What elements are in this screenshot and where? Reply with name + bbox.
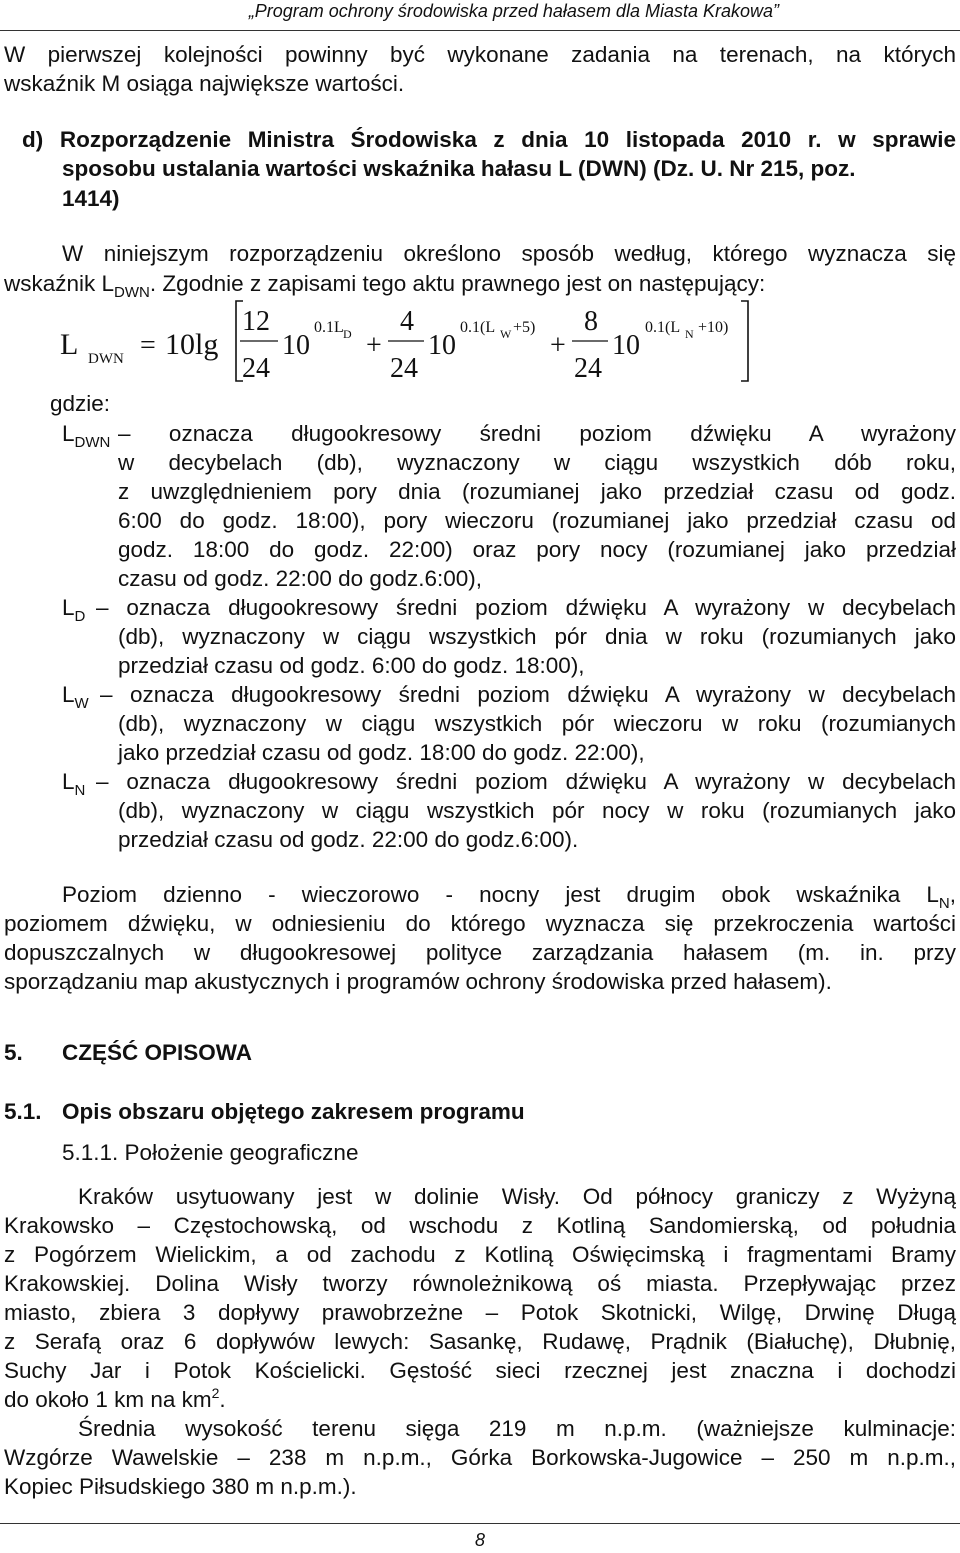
page-header	[0, 0, 960, 30]
definition-ld-line-2: (db), wyznaczony w ciągu wszystkich pór dnia w roku (rozumianych jako	[118, 624, 956, 649]
formula-lhs-sub: DWN	[88, 351, 124, 367]
formula-denominator-2: 24	[390, 353, 418, 384]
formula-right-bracket	[741, 301, 748, 381]
ldwn-formula	[60, 297, 800, 385]
intro-line-1: W pierwszej kolejności powinny być wykonane zadania na terenach, na których	[4, 42, 956, 67]
definitions-where-label: gdzie:	[50, 391, 111, 416]
location-paragraph-line-3: z Pogórzem Wielickim, a od zachodu z Kotliną Oświęcimską i fragmentami Bramy	[4, 1242, 956, 1267]
location-paragraph-line-7: Suchy Jar i Potok Kościelicki. Gęstość sieci rzecznej jest znaczna i dochodzi	[4, 1358, 956, 1383]
definition-ln-line-1: – oznacza długookresowy średni poziom dźwięku A wyrażony w decybelach	[96, 769, 956, 794]
definition-ldwn-line-4: 6:00 do godz. 18:00), pory wieczoru (rozumianej jako przedział czasu od	[118, 508, 956, 533]
formula-numerator-3: 8	[584, 306, 598, 337]
formula-exponent-1-sub: D	[343, 327, 352, 341]
section-5-1-number: 5.1.	[4, 1099, 42, 1124]
formula-log: 10lg	[165, 328, 219, 361]
formula-numerator-2: 4	[400, 306, 414, 337]
definition-ldwn-line-3: z uwzględnieniem pory dnia (rozumianej jako przedział czasu od godz.	[118, 479, 956, 504]
section-5-1-1-title: 5.1.1. Położenie geograficzne	[62, 1140, 359, 1165]
definition-ldwn-symbol: $L_{DWN}$	[62, 421, 111, 451]
location-paragraph-line-6: z Serafą oraz 6 dopływów lewych: Sasankę, Rudawę, Prądnik (Białuchę), Dłubnię,	[4, 1329, 956, 1354]
height-paragraph-line-3: Kopiec Piłsudskiego 380 m n.p.m.).	[4, 1474, 357, 1499]
height-paragraph-line-2: Wzgórze Wawelskie – 238 m n.p.m., Górka Borkowska-Jugowice – 250 m n.p.m.,	[4, 1445, 956, 1470]
formula-denominator-1: 24	[242, 353, 270, 384]
ldwn-paragraph-line-3: dopuszczalnych w długookresowej polityce zarządzania hałasem (m. in. przy	[4, 940, 956, 965]
section-d-heading-line-1: d) Rozporządzenie Ministra Środowiska z dnia 10 listopada 2010 r. w sprawie	[22, 127, 956, 152]
intro-line-2: wskaźnik M osiąga największe wartości.	[4, 71, 405, 96]
formula-exponent-3: 0.1(L	[645, 319, 681, 336]
section-5-number: 5.	[4, 1040, 23, 1065]
section-5-1-title: Opis obszaru objętego zakresem programu	[62, 1099, 525, 1124]
definition-lw-symbol: $L_W$	[62, 682, 89, 712]
definition-ln-line-2: (db), wyznaczony w ciągu wszystkich pór nocy w roku (rozumianych jako	[118, 798, 956, 823]
location-paragraph-line-5: miasto, zbiera 3 dopływy prawobrzeżne – Potok Skotnicki, Wilgę, Drwinę Długą	[4, 1300, 956, 1325]
height-paragraph-line-1: Średnia wysokość terenu sięga 219 m n.p.m. (ważniejsze kulminacje:	[78, 1416, 956, 1441]
formula-exponent-2: 0.1(L	[460, 319, 496, 336]
formula-plus-2: +	[550, 330, 566, 361]
section-d-paragraph-line-1: W niniejszym rozporządzeniu określono sposób według, którego wyznacza się	[62, 241, 956, 266]
definition-ldwn-line-6: czasu od godz. 22:00 do godz.6:00),	[118, 566, 483, 591]
definition-ln-line-3: przedział czasu od godz. 22:00 do godz.6:00).	[118, 827, 579, 852]
section-5-title: CZĘŚĆ OPISOWA	[62, 1040, 253, 1065]
formula-base-2: 10	[428, 330, 456, 361]
formula-exponent-1: 0.1L	[314, 319, 344, 336]
header-divider	[0, 30, 960, 31]
ldwn-paragraph-line-1: Poziom dzienno - wieczorowo - nocny jest drugim obok wskaźnika $L_N$,	[62, 882, 956, 912]
formula-base-3: 10	[612, 330, 640, 361]
formula-base-1: 10	[282, 330, 310, 361]
definition-lw-line-1: – oznacza długookresowy średni poziom dźwięku A wyrażony w decybelach	[100, 682, 956, 707]
formula-equals: =	[140, 330, 156, 361]
location-paragraph-line-1: Kraków usytuowany jest w dolinie Wisły. Od północy graniczy z Wyżyną	[78, 1184, 956, 1209]
formula-exponent-3-sub: N	[685, 327, 694, 341]
definition-ldwn-line-1: – oznacza długookresowy średni poziom dźwięku A wyrażony	[118, 421, 956, 446]
definition-ldwn-line-5: godz. 18:00 do godz. 22:00) oraz pory nocy (rozumianej jako przedział	[118, 537, 956, 562]
page-number: 8	[474, 1530, 485, 1550]
formula-denominator-3: 24	[574, 353, 602, 384]
definition-ldwn-line-2: w decybelach (db), wyznaczony w ciągu wszystkich dób roku,	[118, 450, 956, 475]
ldwn-paragraph-line-4: sporządzaniu map akustycznych i programów ochrony środowiska przed hałasem).	[4, 969, 832, 994]
footer-divider	[0, 1523, 960, 1524]
formula-exponent-2-sub: W	[500, 327, 512, 341]
location-paragraph-line-2: Krakowsko – Częstochowską, od wschodu z Kotliną Sandomierską, od południa	[4, 1213, 956, 1238]
section-d-paragraph-line-2: wskaźnik $L_{DWN}$. Zgodnie z zapisami tego aktu prawnego jest on następujący:	[4, 271, 766, 301]
definition-ld-symbol: $L_D$	[62, 595, 86, 625]
header-title: „Program ochrony środowiska przed hałasem dla Miasta Krakowa”	[248, 1, 779, 21]
definition-ld-line-3: przedział czasu od godz. 6:00 do godz. 18:00),	[118, 653, 585, 678]
ldwn-paragraph-line-2: poziomem dźwięku, w odniesieniu do którego wyznacza się przekroczenia wartości	[4, 911, 956, 936]
location-paragraph-line-8: do około 1 km na $km^2$.	[4, 1385, 226, 1412]
section-d-heading-line-2: sposobu ustalania wartości wskaźnika hałasu L (DWN) (Dz. U. Nr 215, poz.	[62, 156, 856, 181]
definition-ld-line-1: – oznacza długookresowy średni poziom dźwięku A wyrażony w decybelach	[96, 595, 956, 620]
formula-numerator-1: 12	[242, 306, 270, 337]
formula-lhs: L	[60, 328, 79, 361]
section-d-heading-line-3: 1414)	[62, 186, 120, 211]
definition-lw-line-3: jako przedział czasu od godz. 18:00 do godz. 22:00),	[118, 740, 645, 765]
location-paragraph-line-4: Krakowskiej. Dolina Wisły tworzy równoleżnikową oś miasta. Przepływając przez	[4, 1271, 956, 1296]
formula-plus-1: +	[366, 330, 382, 361]
formula-exponent-2-end: +5)	[513, 319, 536, 336]
formula-exponent-3-end: +10)	[698, 319, 729, 336]
definition-lw-line-2: (db), wyznaczony w ciągu wszystkich pór wieczoru w roku (rozumianych	[118, 711, 956, 736]
definition-ln-symbol: $L_N$	[62, 769, 86, 799]
